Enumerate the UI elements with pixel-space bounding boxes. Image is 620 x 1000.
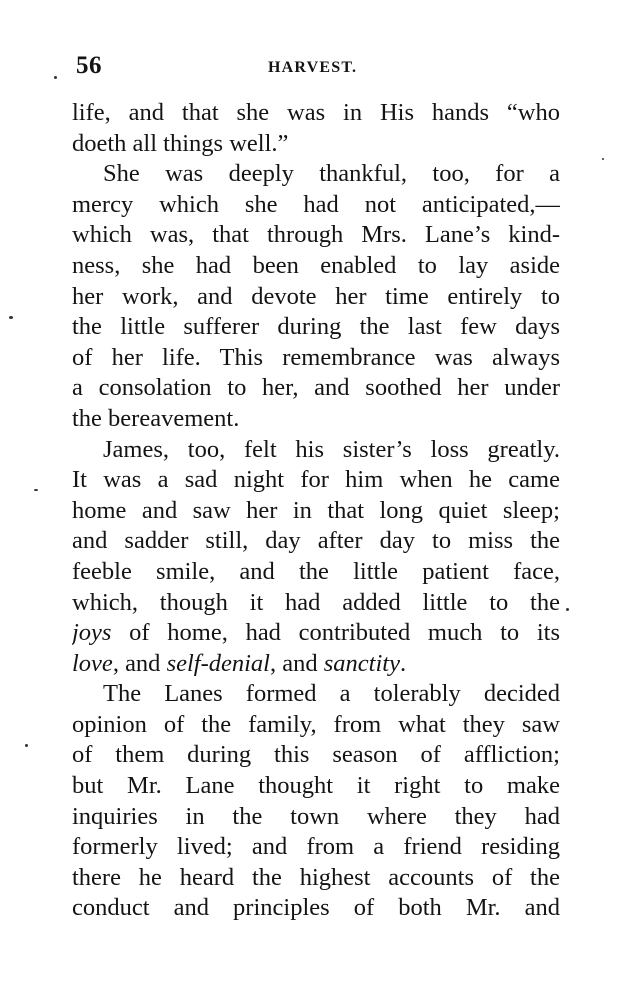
text-run: mercy which she had not anticipated,— (72, 190, 560, 218)
italic-text: sanctity (323, 649, 400, 677)
text-line (72, 710, 560, 741)
text-line (72, 312, 560, 343)
text-line (72, 282, 560, 313)
text-line (72, 679, 560, 710)
text-run: The Lanes formed a tolerably decided (103, 680, 560, 708)
text-line (72, 863, 560, 894)
text-run: a consolation to her, and soothed her under (72, 374, 560, 402)
text-run: the little sufferer during the last few days (72, 313, 560, 341)
text-line (72, 159, 560, 190)
text-line (72, 649, 560, 680)
text-run: conduct and principles of both Mr. and (72, 894, 560, 922)
running-head (72, 52, 560, 82)
text-run: of home, had contributed much to its (111, 619, 560, 647)
text-run: feeble smile, and the little patient face, (72, 557, 560, 585)
text-run: home and saw her in that long quiet sleep; (72, 496, 560, 524)
text-run: her work, and devote her time entirely to (72, 282, 560, 310)
text-line (72, 435, 560, 466)
ink-speck (34, 489, 38, 491)
ink-speck (602, 158, 604, 160)
text-run: , and (112, 649, 167, 677)
text-run: It was a sad night for him when he came (72, 466, 560, 494)
text-line (72, 893, 560, 924)
ink-speck (9, 316, 13, 319)
text-line (72, 557, 560, 588)
text-run: . (399, 649, 407, 677)
text-run: opinion of the family, from what they saw (72, 710, 560, 738)
italic-text: self-denial (166, 649, 270, 677)
italic-text: love (72, 649, 113, 677)
text-run: which, though it had added little to the (72, 588, 560, 616)
text-line (72, 771, 560, 802)
text-line (72, 496, 560, 527)
text-run: formerly lived; and from a friend residing (72, 833, 560, 861)
italic-text: joys (72, 619, 112, 647)
text-line (72, 740, 560, 771)
text-line (72, 373, 560, 404)
text-run: life, and that she was in His hands “who (72, 99, 560, 126)
text-run: ness, she had been enabled to lay aside (72, 251, 560, 279)
text-run: but Mr. Lane thought it right to make (72, 772, 560, 800)
text-run: She was deeply thankful, too, for a (103, 160, 560, 188)
text-line (72, 526, 560, 557)
text-line (72, 343, 560, 374)
text-line (72, 465, 560, 496)
ink-speck (566, 608, 569, 611)
text-run: of her life. This remembrance was always (72, 343, 560, 371)
text-run: the bereavement. (72, 404, 240, 432)
text-line (72, 129, 560, 160)
text-run: doeth all things well.” (72, 129, 289, 157)
text-run: , and (269, 649, 324, 677)
text-line (72, 802, 560, 833)
text-line (72, 190, 560, 221)
page-number: 56 (76, 52, 102, 79)
text-line (72, 251, 560, 282)
text-run: and sadder still, day after day to miss the (72, 527, 560, 555)
running-title: HARVEST. (268, 59, 358, 76)
text-line (72, 404, 560, 435)
text-line (72, 98, 560, 129)
text-run: which was, that through Mrs. Lane’s kind- (72, 221, 560, 249)
text-line (72, 220, 560, 251)
text-run: there he heard the highest accounts of the (72, 863, 560, 891)
body-text (72, 98, 560, 924)
text-run: of them during this season of affliction; (72, 741, 560, 769)
text-run: inquiries in the town where they had (72, 802, 560, 830)
text-line (72, 588, 560, 619)
text-run: James, too, felt his sister’s loss greatly. (103, 435, 560, 463)
text-line (72, 618, 560, 649)
ink-speck (25, 744, 28, 747)
ink-speck (54, 76, 57, 79)
text-line (72, 832, 560, 863)
